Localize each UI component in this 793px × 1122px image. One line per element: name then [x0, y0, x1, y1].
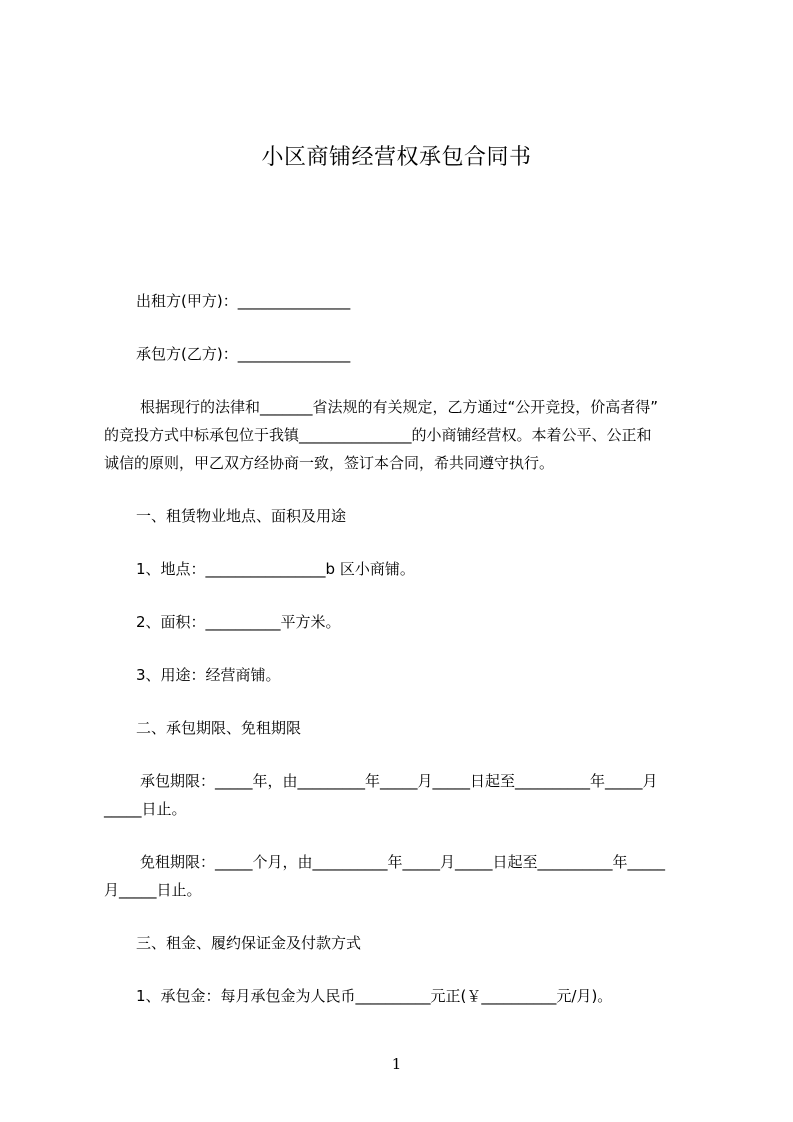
section-1-item-location: 1、地点：________________b 区小商铺。 — [136, 560, 415, 578]
contract-term-line-1: 承包期限：_____年，由_________年_____月_____日起至__________年_____月 — [140, 772, 658, 790]
party-a-line: 出租方(甲方)：_______________ — [136, 292, 351, 310]
page-number: 1 — [391, 1055, 402, 1073]
intro-line-2: 的竞投方式中标承包位于我镇_______________的小商铺经营权。本着公平、公正和 — [104, 426, 652, 444]
section-3-item-fee: 1、承包金：每月承包金为人民币__________元正(￥__________元/月)。 — [136, 987, 613, 1005]
section-1-item-area: 2、面积：__________平方米。 — [136, 613, 341, 631]
section-1-item-use: 3、用途：经营商铺。 — [136, 666, 281, 684]
intro-line-1: 根据现行的法律和_______省法规的有关规定，乙方通过“公开竞投，价高者得” — [140, 398, 659, 416]
contract-term-line-2: _____日止。 — [104, 800, 187, 818]
intro-line-3: 诚信的原则，甲乙双方经协商一致，签订本合同，希共同遵守执行。 — [104, 454, 555, 472]
section-1-heading: 一、租赁物业地点、面积及用途 — [136, 507, 347, 525]
party-b-line: 承包方(乙方)：_______________ — [136, 345, 351, 363]
rent-free-line-2: 月_____日止。 — [104, 881, 202, 899]
rent-free-line-1: 免租期限：_____个月，由__________年_____月_____日起至__________年_____ — [140, 853, 666, 871]
contract-title: 小区商铺经营权承包合同书 — [261, 145, 532, 170]
section-3-heading: 三、租金、履约保证金及付款方式 — [136, 934, 362, 952]
section-2-heading: 二、承包期限、免租期限 — [136, 719, 302, 737]
